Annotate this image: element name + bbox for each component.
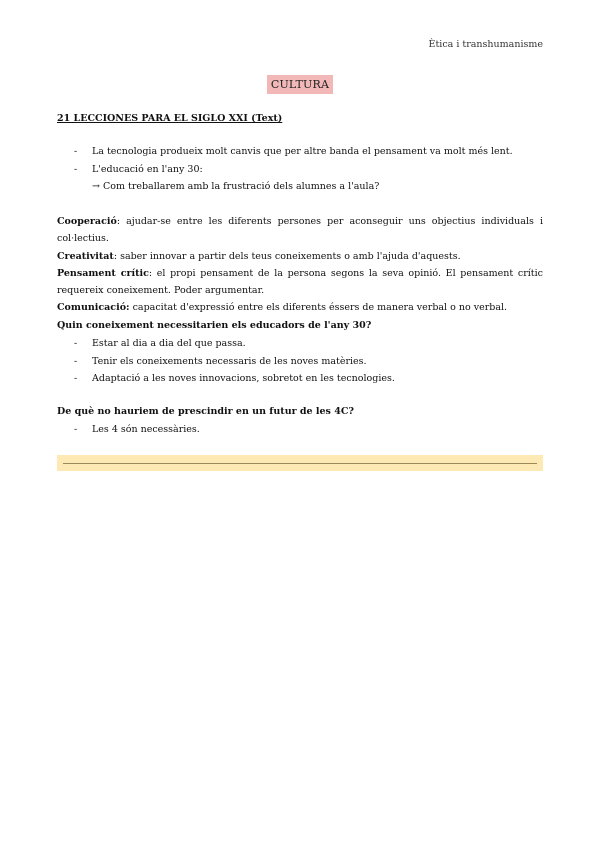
- definition-comunicacio: [57, 299, 543, 316]
- page-title: CULTURA: [267, 75, 333, 94]
- list-item-text: La tecnologia produeix molt canvis que per altre banda el pensament va molt més lent.: [92, 146, 513, 157]
- definition-text: el propi pensament de la persona segons la seva opinió. El pensament crític requereix coneixement. Poder argumentar.: [57, 267, 543, 297]
- definition-pensament-critic: [57, 265, 543, 300]
- page-header: Ètica i transhumanisme: [428, 39, 543, 50]
- intro-list: [74, 143, 513, 178]
- divider-line: [63, 463, 537, 464]
- list-dash: -: [74, 355, 78, 367]
- list-dash: -: [74, 424, 78, 435]
- definition-separator: :: [116, 216, 127, 227]
- list-item-text: Les 4 són necessàries.: [92, 424, 200, 435]
- sub-question: → Com treballarem amb la frustració dels alumnes a l'aula?: [92, 181, 380, 192]
- list-item: [74, 421, 200, 439]
- highlight-divider: [57, 455, 543, 471]
- definition-term: Comunicació:: [57, 302, 130, 314]
- list-item: [74, 370, 395, 388]
- definitions-block: [57, 213, 543, 317]
- definition-text: saber innovar a partir dels teus coneixements o amb l'ajuda d'aquests.: [120, 250, 461, 262]
- title-wrapper: [0, 73, 600, 94]
- list-item: [74, 143, 513, 161]
- list-dash: -: [74, 146, 78, 157]
- question1-list: [74, 335, 395, 388]
- definition-creativitat: [57, 248, 543, 265]
- list-item: [74, 335, 395, 353]
- list-item-text: L'educació en l'any 30:: [92, 163, 203, 175]
- definition-cooperacio: [57, 213, 543, 248]
- question-heading: Quin coneixement necessitarien els educadors de l'any 30?: [57, 320, 372, 331]
- list-dash: -: [74, 373, 78, 384]
- list-item-text: Estar al dia a dia del que passa.: [92, 338, 246, 349]
- definition-text: ajudar-se entre les diferents persones per aconseguir uns objectius individuals i col·lectius.: [57, 216, 543, 245]
- question-heading: De què no hauriem de prescindir en un futur de les 4C?: [57, 406, 354, 417]
- list-dash: -: [74, 338, 78, 349]
- definition-separator: :: [148, 267, 157, 279]
- section-subtitle: 21 LECCIONES PARA EL SIGLO XXI (Text): [57, 113, 283, 124]
- list-dash: -: [74, 163, 78, 175]
- definition-term: Pensament crític: [57, 267, 149, 279]
- list-item-text: Tenir els coneixements necessaris de les noves matèries.: [92, 355, 367, 367]
- definition-text: capacitat d'expressió entre els diferents éssers de manera verbal o no verbal.: [132, 302, 508, 314]
- list-item: [74, 161, 513, 179]
- definition-term: Cooperació: [57, 216, 117, 227]
- definition-term: Creativitat: [57, 250, 114, 262]
- list-item: [74, 353, 395, 371]
- question2-list: [74, 421, 200, 439]
- list-item-text: Adaptació a les noves innovacions, sobretot en les tecnologies.: [92, 373, 395, 384]
- definition-separator: :: [113, 250, 121, 262]
